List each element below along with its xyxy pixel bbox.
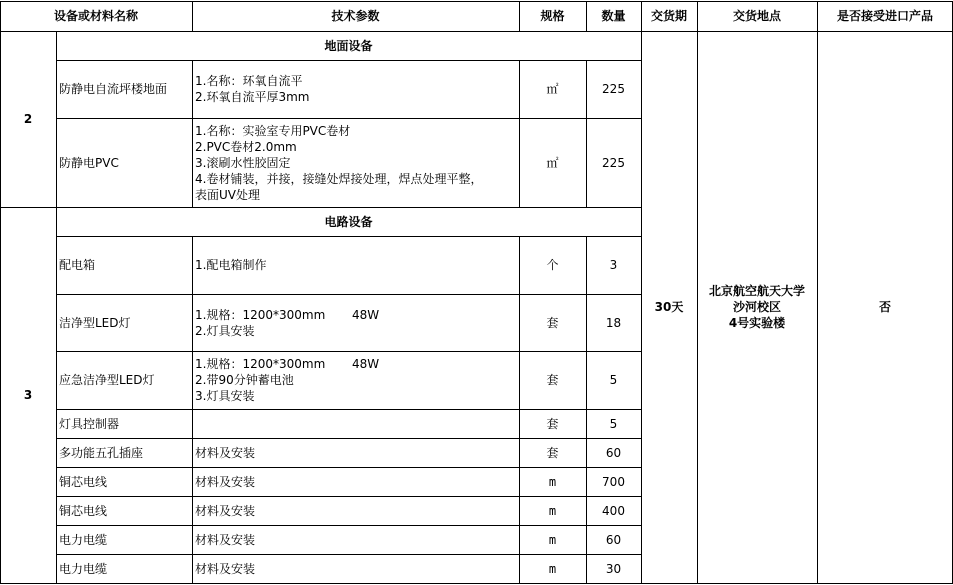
param-line: 材料及安装	[195, 503, 256, 518]
item-qty: 225	[602, 155, 625, 170]
item-qty: 30	[605, 561, 622, 576]
param-line: 材料及安装	[195, 561, 256, 576]
item-qty: 5	[609, 416, 618, 431]
grid-line	[519, 236, 520, 584]
header-delivery-period: 交货期	[650, 9, 687, 23]
grid-line	[56, 351, 641, 352]
grid-line	[56, 467, 641, 468]
param-line: 3.滚刷水性胶固定	[195, 155, 291, 170]
item-params	[192, 496, 519, 525]
item-params	[192, 554, 519, 583]
param-line: 材料及安装	[195, 532, 256, 547]
import-value: 否	[878, 300, 891, 314]
item-name: 铜芯电线	[59, 503, 108, 518]
param-line: 材料及安装	[195, 445, 256, 460]
item-spec: ㎡	[546, 82, 559, 96]
header-name-label: 设备或材料名称	[53, 9, 138, 23]
item-params	[192, 467, 519, 496]
section-title: 电路设备	[324, 214, 373, 229]
param-line: 4.卷材铺装，并接，接缝处焊接处理，焊点处理平整，	[195, 171, 483, 186]
grid-line	[586, 236, 587, 584]
item-name: 多功能五孔插座	[59, 445, 144, 460]
item-spec: 套	[546, 315, 559, 330]
delivery-place-value	[697, 31, 817, 583]
item-qty: 400	[602, 503, 625, 518]
item-qty: 5	[609, 373, 618, 387]
header-params: 技术参数	[331, 9, 380, 23]
item-spec: m	[548, 474, 557, 489]
delivery-place-line: 沙河校区	[732, 300, 781, 314]
section-title: 地面设备	[324, 38, 373, 53]
item-qty: 700	[602, 474, 625, 489]
item-spec: 套	[546, 416, 559, 431]
grid-line	[641, 1, 642, 584]
item-spec: 套	[546, 373, 559, 387]
item-params	[192, 409, 519, 438]
item-qty: 60	[605, 445, 622, 460]
item-name: 电力电缆	[59, 532, 108, 547]
item-params	[192, 351, 519, 409]
param-line: 1.名称：实验室专用PVC卷材	[195, 123, 351, 138]
grid-line	[192, 1, 193, 31]
item-params	[192, 525, 519, 554]
item-name: 防静电自流坪楼地面	[59, 82, 168, 96]
grid-line	[56, 438, 641, 439]
header-delivery-place: 交货地点	[732, 9, 781, 23]
grid-line	[586, 60, 587, 207]
item-qty: 3	[609, 258, 618, 272]
grid-line	[519, 1, 520, 31]
param-line: 1.名称：环氧自流平	[195, 74, 303, 88]
item-name: 铜芯电线	[59, 474, 108, 489]
item-qty: 60	[605, 532, 622, 547]
grid-line	[56, 554, 641, 555]
item-qty: 225	[602, 82, 625, 96]
param-line: 3.灯具安装	[195, 389, 255, 403]
delivery-place-line: 4号实验楼	[728, 316, 786, 330]
group-number: 2	[23, 112, 33, 126]
item-params	[192, 118, 519, 207]
item-spec: m	[548, 503, 557, 518]
item-params	[192, 60, 519, 118]
grid-line	[56, 236, 641, 237]
grid-line	[697, 1, 698, 584]
param-line: 2.环氧自流平厚3mm	[195, 90, 310, 104]
item-name: 防静电PVC	[59, 155, 119, 170]
item-name: 洁净型LED灯	[59, 315, 131, 330]
param-line: 材料及安装	[195, 474, 256, 489]
grid-line	[56, 496, 641, 497]
item-name: 应急洁净型LED灯	[59, 373, 155, 387]
group-number: 3	[23, 388, 33, 402]
grid-line	[192, 60, 193, 207]
param-line: 表面UV处理	[195, 187, 260, 202]
header-qty: 数量	[601, 9, 626, 23]
delivery-place-line: 北京航空航天大学	[708, 284, 805, 298]
item-spec: 个	[546, 258, 559, 272]
item-qty: 18	[605, 315, 622, 330]
header-import: 是否接受进口产品	[836, 9, 933, 23]
param-line: 2.灯具安装	[195, 323, 255, 338]
header-spec: 规格	[540, 9, 565, 23]
grid-line	[0, 583, 953, 584]
item-params	[192, 438, 519, 467]
grid-line	[817, 1, 818, 584]
grid-line	[519, 60, 520, 207]
delivery-period-value: 30天	[654, 300, 684, 314]
grid-line	[56, 31, 57, 584]
param-line: 1.规格：1200*300mm 48W	[195, 307, 380, 322]
grid-line	[0, 207, 641, 208]
grid-line	[192, 236, 193, 584]
grid-line	[0, 1, 1, 584]
item-params	[192, 294, 519, 351]
item-name: 灯具控制器	[59, 416, 120, 431]
grid-line	[56, 409, 641, 410]
grid-line	[0, 1, 953, 2]
grid-line	[56, 525, 641, 526]
grid-line	[586, 1, 587, 31]
item-spec: 套	[546, 445, 559, 460]
param-line: 1.规格：1200*300mm 48W	[195, 357, 380, 371]
item-spec: m	[548, 561, 557, 576]
param-line: 2.PVC卷材2.0mm	[195, 139, 297, 154]
grid-line	[56, 294, 641, 295]
grid-line	[56, 118, 641, 119]
param-line: 2.带90分钟蓄电池	[195, 373, 294, 387]
param-line: 1.配电箱制作	[195, 258, 267, 272]
grid-line	[0, 31, 953, 32]
item-spec: m	[548, 532, 557, 547]
item-name: 配电箱	[59, 258, 96, 272]
grid-line	[56, 60, 641, 61]
item-spec: ㎡	[546, 155, 559, 170]
item-name: 电力电缆	[59, 561, 108, 576]
item-params	[192, 236, 519, 294]
